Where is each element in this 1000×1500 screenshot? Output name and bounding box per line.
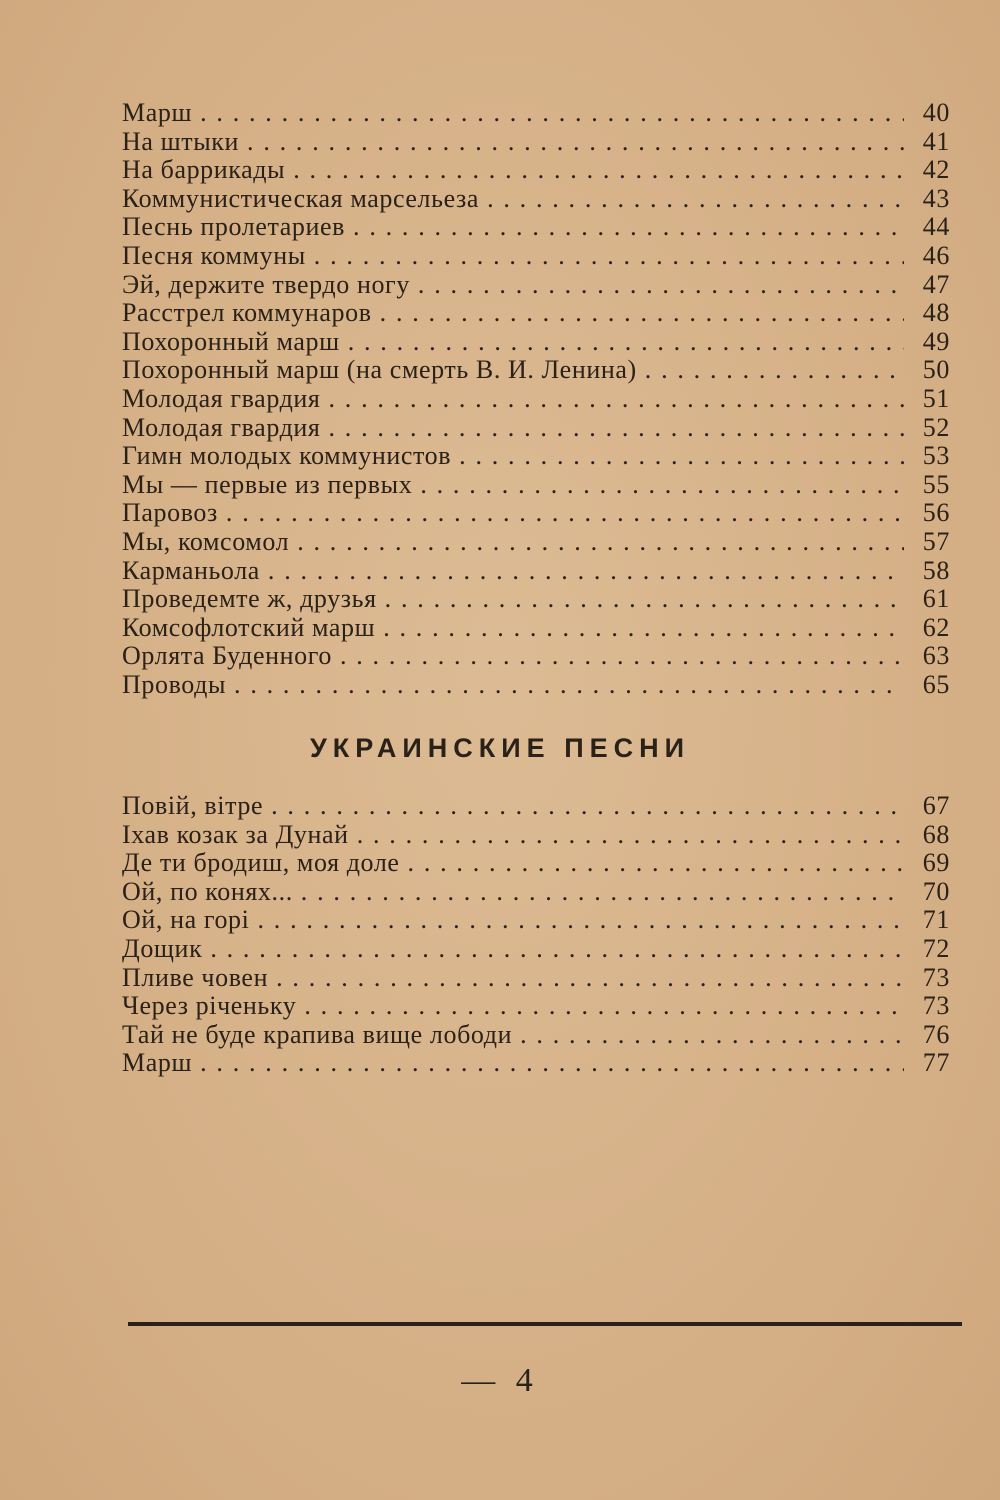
toc-entry [122, 355, 950, 384]
toc-entry-title: Эй, держите твердо ногу [122, 269, 410, 299]
toc-entry-title: Мы — первые из первых [122, 469, 413, 499]
toc-entry-title: Комсофлотский марш [122, 612, 376, 642]
dot-leader [357, 820, 904, 850]
toc-entry-title: Карманьола [122, 555, 260, 585]
toc-entry-page: 55 [922, 469, 950, 499]
toc-entry-page: 53 [922, 441, 950, 471]
toc-entry [122, 270, 950, 299]
dot-leader [297, 527, 904, 557]
toc-entry-title: Молодая гвардия [122, 412, 321, 442]
dot-leader [383, 613, 904, 643]
toc-entry [122, 212, 950, 241]
dot-leader [340, 641, 904, 671]
toc-entry-page: 43 [922, 183, 950, 213]
toc-entry [122, 470, 950, 499]
toc-entry-page: 69 [922, 848, 950, 878]
dot-leader [304, 991, 904, 1021]
toc-entry-page: 42 [922, 155, 950, 185]
toc-entry-page: 65 [922, 669, 950, 699]
toc-entry-page: 57 [922, 526, 950, 556]
toc-entry-page: 58 [922, 555, 950, 585]
toc-entry-title: Проводы [122, 669, 227, 699]
toc-entry-page: 72 [922, 933, 950, 963]
toc-entry-title: Ой, на горі [122, 905, 250, 935]
toc-entry [122, 327, 950, 356]
toc-entry-title: Марш [122, 98, 193, 127]
dot-leader [353, 212, 904, 242]
toc-entry [122, 527, 950, 556]
toc-entry-page: 41 [922, 126, 950, 156]
toc-entry-title: На штыки [122, 126, 240, 156]
dot-leader [328, 413, 904, 443]
toc-entry-title: Молодая гвардия [122, 383, 321, 413]
toc-entry-title: Гимн молодых коммунистов [122, 441, 452, 471]
toc-entry-page: 77 [922, 1048, 950, 1078]
toc-entry [122, 184, 950, 213]
toc-entry-page: 40 [922, 98, 950, 127]
toc-entry-title: Тай не буде крапива вище лободи [122, 1019, 513, 1049]
section-heading-ukrainian-songs: УКРАИНСКИЕ ПЕСНИ [309, 733, 691, 763]
toc-entry-page: 47 [922, 269, 950, 299]
toc-entry [122, 584, 950, 613]
dot-leader [645, 355, 904, 385]
toc-entry [122, 1020, 950, 1049]
toc-entry-title: Коммунистическая марсельеза [122, 183, 480, 213]
toc-entry-title: Марш [122, 1048, 193, 1078]
toc-entry-title: Расстрел коммунаров [122, 298, 372, 328]
dot-leader [258, 905, 905, 935]
toc-entry [122, 298, 950, 327]
dot-leader [268, 556, 904, 586]
toc-entry-title: Повій, вітре [122, 791, 264, 820]
dot-leader [348, 327, 904, 357]
toc-entry-page: 61 [922, 584, 950, 614]
toc-entry-title: Похоронный марш [122, 326, 340, 356]
toc-entry-title: Дощик [122, 933, 203, 963]
dot-leader [520, 1020, 904, 1050]
toc-entry-page: 46 [922, 240, 950, 270]
toc-entry [122, 905, 950, 934]
dot-leader [200, 98, 904, 128]
toc-entry-title: Проведемте ж, друзья [122, 584, 377, 614]
toc-entry-title: Похоронный марш (на смерть В. И. Ленина) [122, 355, 637, 385]
toc-entry [122, 963, 950, 992]
toc-entry-page: 44 [922, 212, 950, 242]
dot-leader [301, 877, 904, 907]
dot-leader [276, 963, 904, 993]
toc-entry-page: 56 [922, 498, 950, 528]
toc-entry-page: 52 [922, 412, 950, 442]
toc-entry [122, 613, 950, 642]
dot-leader [210, 934, 904, 964]
toc-entry [122, 155, 950, 184]
dot-leader [271, 791, 904, 821]
toc-entry-title: Ой, по конях... [122, 876, 293, 906]
toc-entry-page: 71 [922, 905, 950, 935]
toc-entry [122, 991, 950, 1020]
toc-entry-title: Через річеньку [122, 991, 297, 1021]
toc-entry [122, 127, 950, 156]
toc-entry-page: 50 [922, 355, 950, 385]
toc-entry-page: 67 [922, 791, 950, 820]
toc-entry-title: Пливе човен [122, 962, 269, 992]
toc-entry-page: 62 [922, 612, 950, 642]
toc-entry-title: Мы, комсомол [122, 526, 290, 556]
toc-entry-title: Песнь пролетариев [122, 212, 346, 242]
page-number: — 4 [461, 1362, 539, 1399]
toc-entry [122, 934, 950, 963]
toc-entry-page: 51 [922, 383, 950, 413]
toc-entry [122, 670, 950, 699]
toc-entry-page: 76 [922, 1019, 950, 1049]
dot-leader [234, 670, 904, 700]
dot-leader [459, 441, 904, 471]
toc-entry [122, 441, 950, 470]
dot-leader [380, 298, 904, 328]
dot-leader [418, 270, 904, 300]
dot-leader [385, 584, 904, 614]
toc-entry-title: Песня коммуны [122, 240, 306, 270]
toc-entry [122, 1048, 950, 1077]
toc-entry [122, 413, 950, 442]
dot-leader [314, 241, 904, 271]
dot-leader [420, 470, 904, 500]
toc-entry-title: Де ти бродиш, моя доле [122, 848, 400, 878]
toc-entry-title: Орлята Буденного [122, 641, 332, 671]
toc-entry-title: Іхав козак за Дунай [122, 819, 349, 849]
toc-entry [122, 556, 950, 585]
dot-leader [487, 184, 904, 214]
footer-rule [128, 1322, 962, 1326]
toc-entry-page: 63 [922, 641, 950, 671]
dot-leader [293, 155, 904, 185]
table-of-contents-revolutionary-songs [122, 98, 950, 698]
toc-entry [122, 820, 950, 849]
toc-entry-page: 68 [922, 819, 950, 849]
toc-entry [122, 641, 950, 670]
toc-entry-page: 73 [922, 962, 950, 992]
dot-leader [247, 127, 904, 157]
toc-entry [122, 98, 950, 127]
dot-leader [328, 384, 904, 414]
toc-entry-title: На баррикады [122, 155, 286, 185]
toc-entry [122, 384, 950, 413]
toc-entry [122, 498, 950, 527]
toc-entry-page: 73 [922, 991, 950, 1021]
toc-entry [122, 241, 950, 270]
table-of-contents-ukrainian-songs [122, 791, 950, 1077]
toc-entry-page: 48 [922, 298, 950, 328]
toc-entry [122, 877, 950, 906]
dot-leader [408, 848, 904, 878]
toc-entry-page: 70 [922, 876, 950, 906]
dot-leader [226, 498, 904, 528]
toc-entry-page: 49 [922, 326, 950, 356]
toc-entry-title: Паровоз [122, 498, 218, 528]
dot-leader [200, 1048, 904, 1078]
toc-entry [122, 791, 950, 820]
toc-entry [122, 848, 950, 877]
